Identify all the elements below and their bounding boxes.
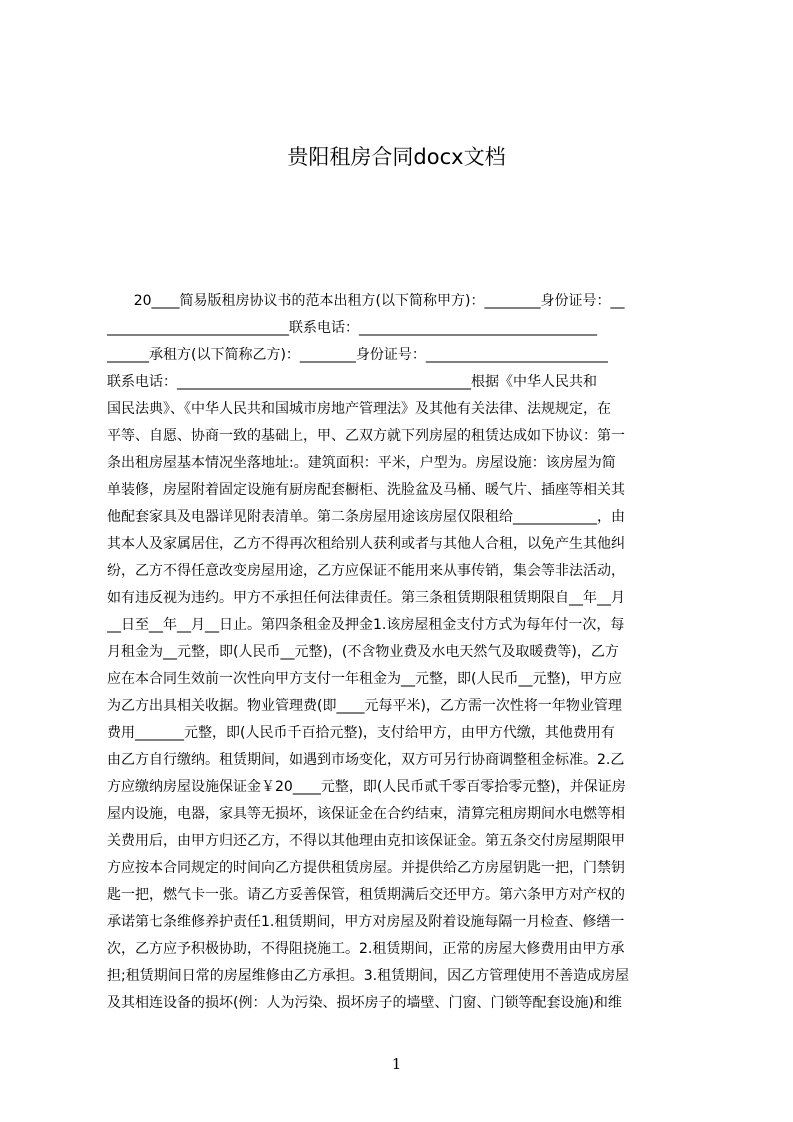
body-line: 单装修，房屋附着固定设施有厨房配套橱柜、洗脸盆及马桶、暖气片、插座等相关其 [107, 482, 625, 498]
body-line: 由乙方自行缴纳。租赁期间，如遇到市场变化，双方可另行协商调整租金标准。2.乙 [107, 752, 625, 768]
body-line: 条出租房屋基本情况坐落地址:。建筑面积：平米，户型为。房屋设施：该房屋为简 [107, 455, 616, 471]
body-line: 平等、自愿、协商一致的基础上，甲、乙双方就下列房屋的租赁达成如下协议：第一 [107, 428, 625, 444]
body-line: 月租金为__元整，即(人民币__元整)，(不含物业费及水电天然气及取暖费等)，乙方 [107, 644, 619, 660]
body-line: 关费用后，由甲方归还乙方，不得以其他理由克扣该保证金。第五条交付房屋期限甲 [107, 833, 625, 849]
body-line: 方应按本合同规定的时间向乙方提供租赁房屋。并提供给乙方房屋钥匙一把，门禁钥 [107, 860, 625, 876]
body-line: 匙一把，燃气卡一张。请乙方妥善保管，租赁期满后交还甲方。第六条甲方对产权的 [107, 887, 625, 903]
page-number: 1 [391, 1055, 402, 1073]
body-line: ______承租方(以下简称乙方)：________身份证号：__________________________ [107, 347, 608, 363]
document-body [107, 288, 699, 1017]
document-title: 贵阳租房合同docx文档 [287, 145, 506, 169]
body-line: 应在本合同生效前一次性向甲方支付一年租金为__元整，即(人民币__元整)，甲方应 [107, 671, 622, 687]
body-line: 国民法典》、《中华人民共和国城市房地产管理法》及其他有关法律、法规规定，在 [107, 401, 611, 417]
body-line: 承诺第七条维修养护责任1.租赁期间，甲方对房屋及附着设施每隔一月检查、修缮一 [107, 914, 625, 930]
body-line: 及其相连设备的损坏(例：人为污染、损坏房子的墙壁、门窗、门锁等配套设施)和维 [107, 995, 622, 1011]
body-line: 他配套家具及电器详见附表清单。第二条房屋用途该房屋仅限租给____________，由 [107, 509, 625, 525]
body-line: 屋内设施，电器，家具等无损坏，该保证金在合约结束，清算完租房期间水电燃等相 [107, 806, 625, 822]
body-line: __________________________联系电话：__________________________________ [107, 320, 597, 336]
body-line: 担;租赁期间日常的房屋维修由乙方承担。3.租赁期间，因乙方管理使用不善造成房屋 [107, 968, 630, 984]
body-line: 联系电话：__________________________________________根据《中华人民共和 [107, 374, 597, 390]
body-line: 其本人及家属居住，乙方不得再次租给别人获利或者与其他人合租，以免产生其他纠 [107, 536, 625, 552]
body-line: 方应缴纳房屋设施保证金￥20____元整，即(人民币贰千零百零拾零元整)，并保证房 [107, 779, 626, 795]
body-line: 如有违反视为违约。甲方不承担任何法律责任。第三条租赁期限租赁期限自__年__月 [107, 590, 625, 606]
body-line: 20____简易版租房协议书的范本出租方(以下简称甲方)：________身份证号：__ [107, 293, 625, 309]
body-line: 次，乙方应予积极协助，不得阻挠施工。2.租赁期间，正常的房屋大修费用由甲方承 [107, 941, 625, 957]
body-line: 纷，乙方不得任意改变房屋用途，乙方应保证不能用来从事传销，集会等非法活动， [107, 563, 625, 579]
body-line: 费用_______元整，即(人民币千百拾元整)，支付给甲方，由甲方代缴，其他费用有 [107, 725, 615, 741]
body-line: __日至__年__月__日止。第四条租金及押金1.该房屋租金支付方式为每年付一次，每 [107, 617, 625, 633]
body-line: 为乙方出具相关收据。物业管理费(即____元每平米)，乙方需一次性将一年物业管理 [107, 698, 622, 714]
